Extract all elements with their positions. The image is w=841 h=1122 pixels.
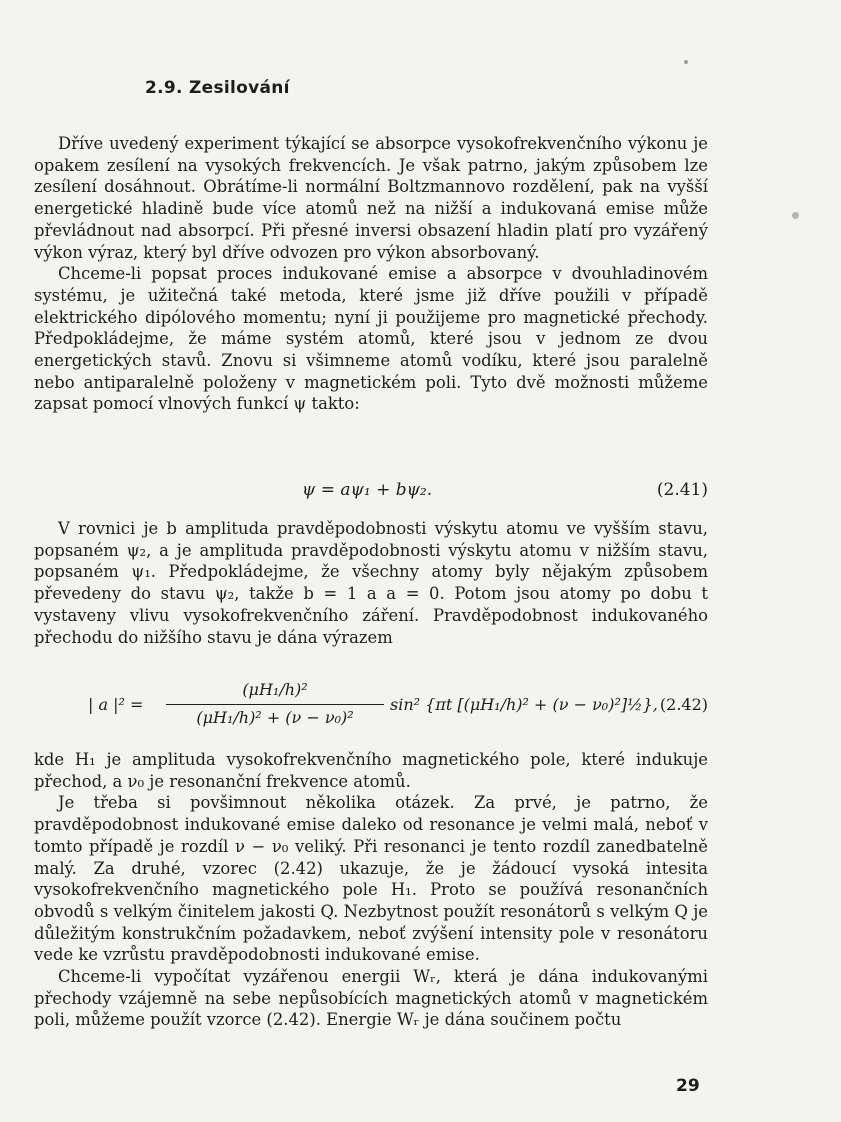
equation-2-42-number: (2.42) (659, 695, 708, 714)
paper-speck (684, 60, 688, 64)
section-heading: 2.9. Zesilování (145, 78, 290, 98)
equation-2-42-rhs: sin² {πt [(μH₁/h)² + (ν − ν₀)²]½}, (390, 695, 658, 714)
fraction-bar (166, 704, 384, 705)
paper-speck (792, 212, 799, 219)
equation-2-41-number: (2.41) (656, 480, 708, 500)
text-block-3 (34, 749, 708, 1031)
equation-2-42-numerator: (μH₁/h)² (242, 680, 308, 699)
paragraph-where-h1: kde H₁ je amplituda vysokofrekvenčního magnetického pole, které indukuje přechod, a ν₀ je resonanční frekvence atomů. (34, 750, 708, 791)
equation-2-42-denominator: (μH₁/h)² + (ν − ν₀)² (196, 708, 354, 727)
equation-2-42-fraction (166, 680, 384, 727)
paragraph-two-level-system: Chceme-li popsat proces indukované emise a absorpce v dvouhladinovém systému, je užitečná také metoda, které jsme již dříve použili v případě elektrického dipólového momentu; nyní ji použijeme pro magnetické přechody. Předpokládejme, že máme systém atomů, které jsou v jednom ze dvou energetických stavů. Znovu si všimneme atomů vodíku, které jsou paralelně nebo antiparalelně položeny v magnetickém poli. Tyto dvě možnosti můžeme zapsat pomocí vlnových funkcí ψ takto: (34, 264, 708, 414)
text-block-1 (34, 133, 708, 415)
equation-2-42 (34, 680, 708, 730)
paragraph-amplitudes: V rovnici je b amplituda pravděpodobnosti výskytu atomu ve vyšším stavu, popsaném ψ₂, a je amplituda pravděpodobnosti výskytu atomu v nižším stavu, popsaném ψ₁. Předpokládejme, že všechny atomy byly nějakým způsobem převedeny do stavu ψ₂, takže b = 1 a a = 0. Potom jsou atomy po dobu t vystaveny vlivu vysokofrekvenčního záření. Pravděpodobnost indukovaného přechodu do nižšího stavu je dána výrazem (34, 519, 708, 647)
paragraph-questions: Je třeba si povšimnout několika otázek. Za prvé, je patrno, že pravděpodobnost indukované emise daleko od resonance je velmi malá, neboť v tomto případě je rozdíl ν − ν₀ veliký. Při resonanci je tento rozdíl zanedbatelně malý. Za druhé, vzorec (2.42) ukazuje, že je žádoucí vysoká intesita vysokofrekvenčního magnetického pole H₁. Proto se používá resonančních obvodů s velkým činitelem jakosti Q. Nezbytnost použít resonátorů s velkým Q je důležitým konstrukčním požadavkem, neboť zvýšení intensity pole v resonátoru vede ke vzrůstu pravděpodobnosti indukované emise. (34, 793, 708, 965)
text-block-2 (34, 518, 708, 648)
paragraph-amplification-intro: Dříve uvedený experiment týkající se absorpce vysokofrekvenčního výkonu je opakem zesílení na vysokých frekvencích. Je však patrno, jakým způsobem lze zesílení dosáhnout. Obrátíme-li normální Boltzmannovo rozdělení, pak na vyšší energetické hladině bude více atomů než na nižší a indukovaná emise může převládnout nad absorpcí. Při přesné inversi obsazení hladin platí pro vyzářený výkon výraz, který byl dříve odvozen pro výkon absorbovaný. (34, 134, 708, 262)
equation-2-41-expression: ψ = aψ₁ + bψ₂. (302, 480, 433, 500)
page-number: 29 (676, 1076, 700, 1096)
equation-2-42-lhs: | a |² = (88, 695, 144, 714)
paragraph-radiated-energy: Chceme-li vypočítat vyzářenou energii Wᵣ, která je dána indukovanými přechody vzájemně na sebe nepůsobících magnetických atomů v magnetickém poli, můžeme použít vzorce (2.42). Energie Wᵣ je dána součinem počtu (34, 967, 708, 1030)
